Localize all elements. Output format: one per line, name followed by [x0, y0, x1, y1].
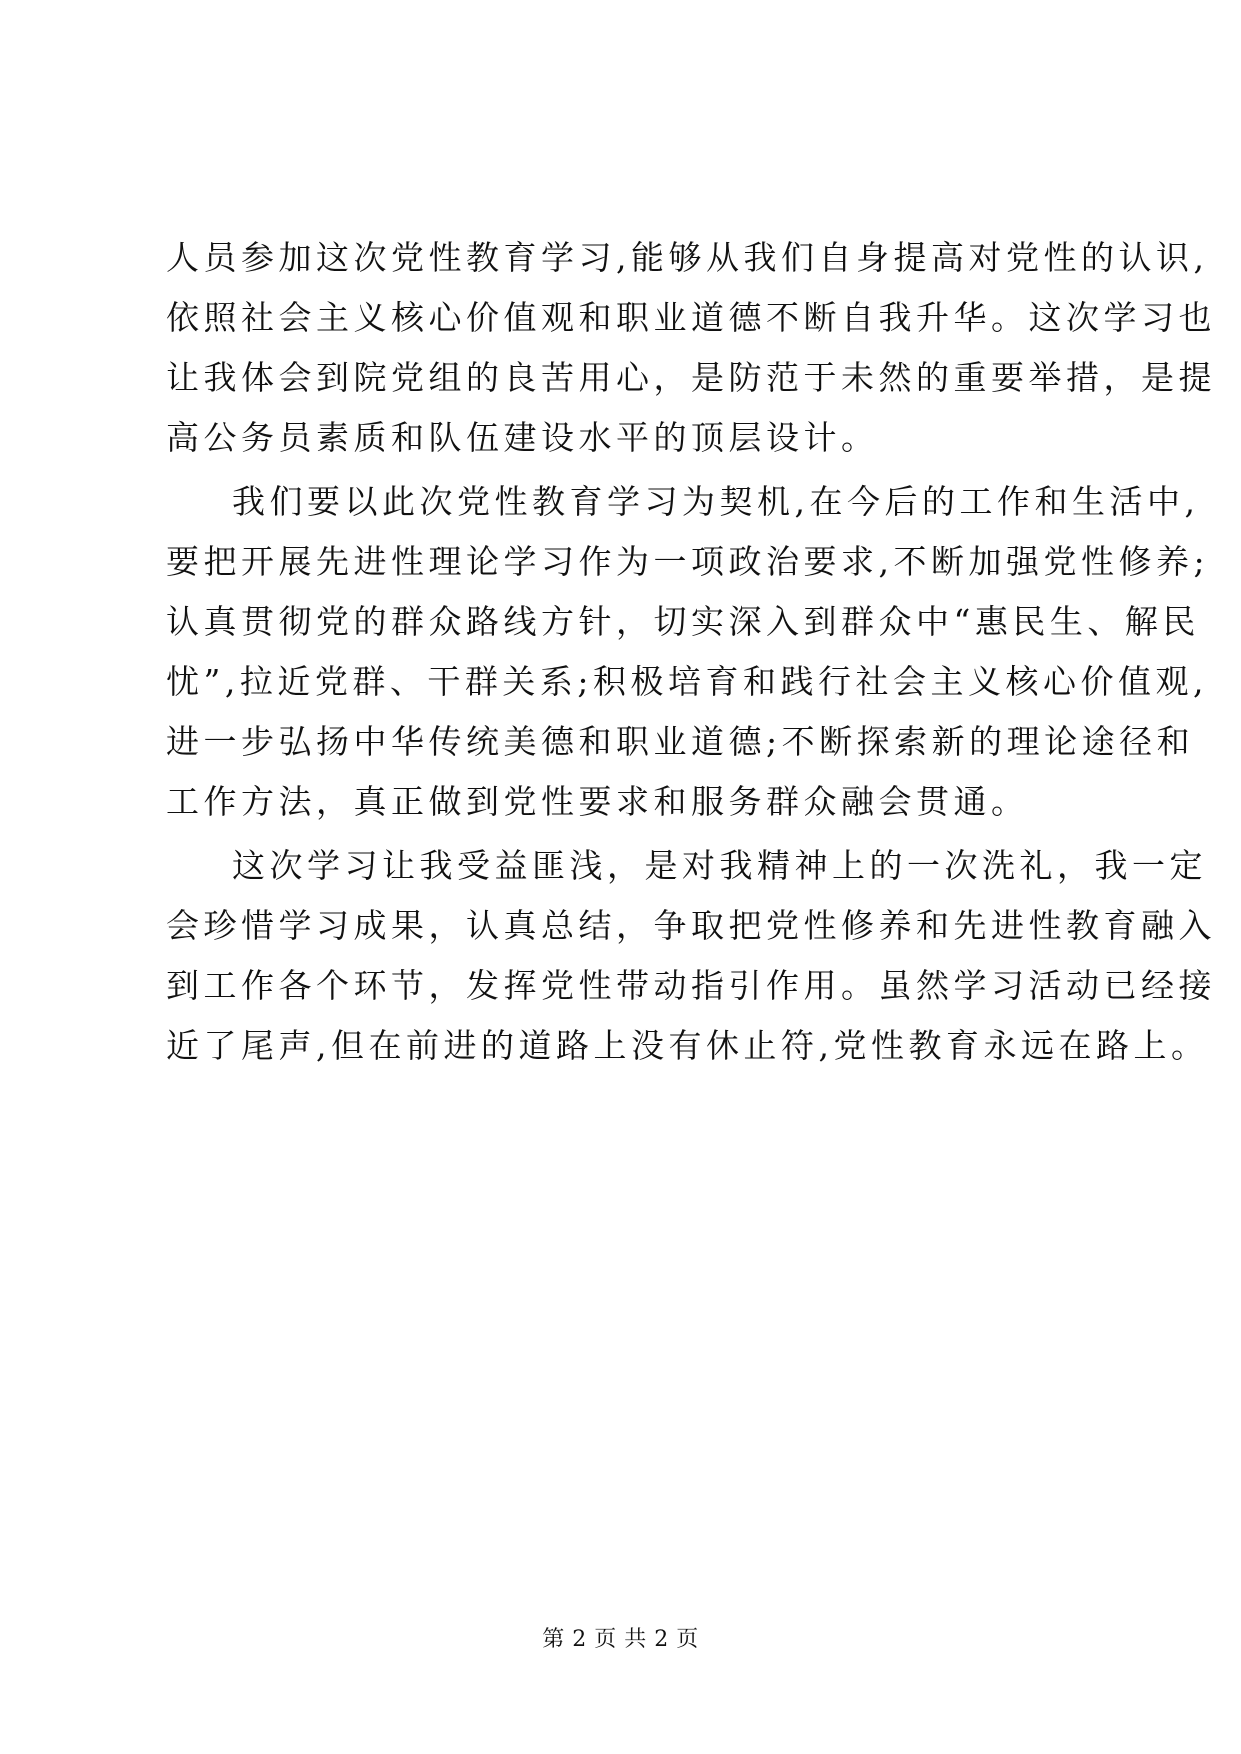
paragraph-1-line-2: 依照社会主义核心价值观和职业道德不断自我升华。这次学习也 — [166, 298, 1216, 337]
paragraph-1-line-4: 高公务员素质和队伍建设水平的顶层设计。 — [166, 418, 879, 457]
paragraph-2-line-5: 进一步弘扬中华传统美德和职业道德;不断探索新的理论途径和 — [166, 722, 1195, 761]
page-footer — [0, 1625, 1241, 1655]
paragraph-2-line-3: 认真贯彻党的群众路线方针，切实深入到群众中“惠民生、解民 — [166, 602, 1200, 641]
page-number-label: 第 2 页 共 2 页 — [542, 1627, 699, 1652]
paragraph-3-line-2: 会珍惜学习成果，认真总结，争取把党性修养和先进性教育融入 — [166, 906, 1216, 945]
paragraph-2-line-4: 忧”,拉近党群、干群关系;积极培育和践行社会主义核心价值观, — [166, 662, 1208, 701]
paragraph-2-line-6: 工作方法，真正做到党性要求和服务群众融会贯通。 — [166, 782, 1029, 821]
paragraph-3-line-3: 到工作各个环节，发挥党性带动指引作用。虽然学习活动已经接 — [166, 966, 1216, 1005]
paragraph-1-line-3: 让我体会到院党组的良苦用心，是防范于未然的重要举措，是提 — [166, 358, 1216, 397]
paragraph-1-line-1: 人员参加这次党性教育学习,能够从我们自身提高对党性的认识, — [166, 238, 1209, 277]
paragraph-3-line-4: 近了尾声,但在前进的道路上没有休止符,党性教育永远在路上。 — [166, 1026, 1209, 1065]
paragraph-2-line-2: 要把开展先进性理论学习作为一项政治要求,不断加强党性修养; — [166, 542, 1210, 581]
paragraph-3-line-1: 这次学习让我受益匪浅，是对我精神上的一次洗礼，我一定 — [232, 846, 1207, 885]
paragraph-2-line-1: 我们要以此次党性教育学习为契机,在今后的工作和生活中, — [232, 482, 1200, 521]
document-body — [166, 228, 1216, 1076]
